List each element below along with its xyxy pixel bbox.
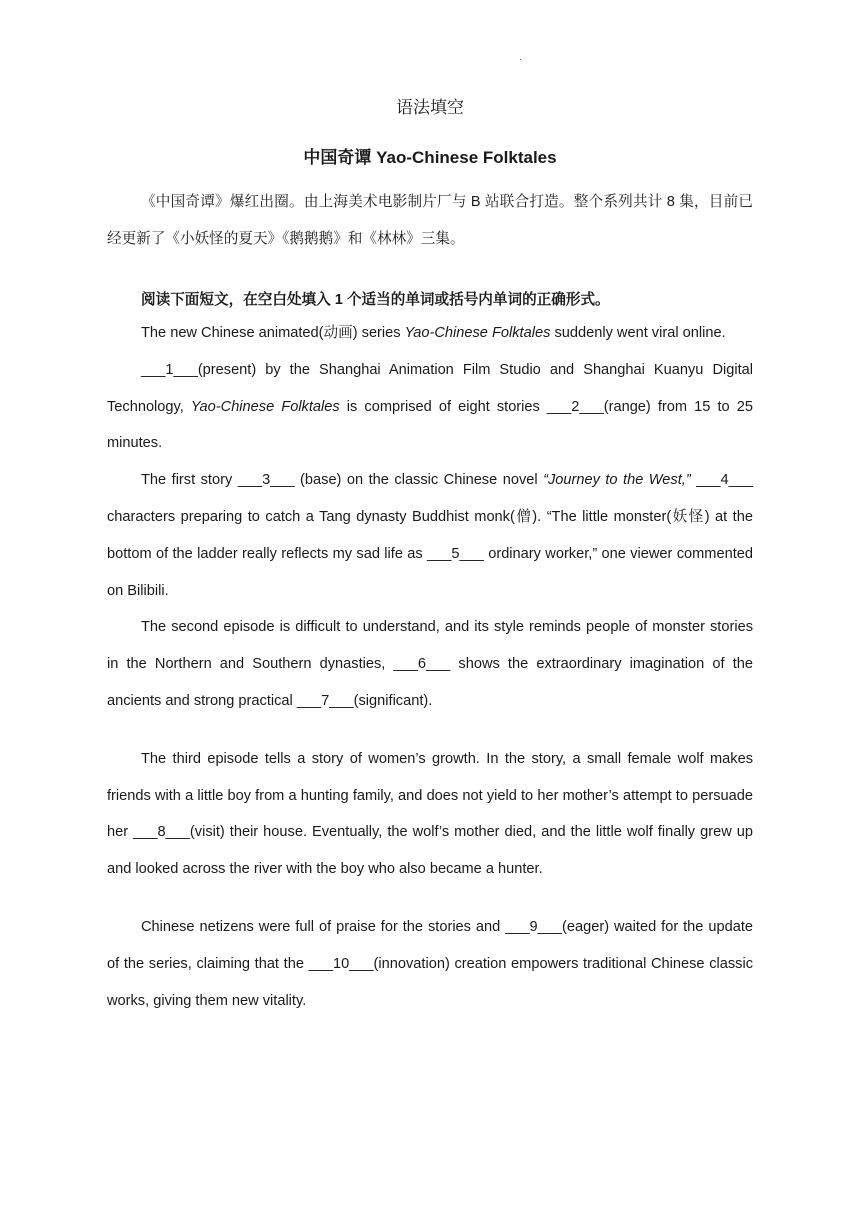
passage-body — [107, 315, 753, 1019]
p1-text-c: suddenly went viral online. — [550, 325, 726, 341]
passage-paragraph-5: The third episode tells a story of women’s growth. In the story, a small female wolf makes friends with a little boy from a hunting family, and does not yield to her mother’s attempt to persuade her ___8___(visit) their house. Eventually, the wolf’s mother died, and the little wolf finally grew up and looked across the river with the boy who also became a hunter. — [107, 750, 753, 878]
p2-series-title: Yao-Chinese Folktales — [190, 398, 340, 415]
passage-paragraph-2 — [107, 352, 753, 462]
intro-section — [107, 184, 753, 257]
p2-text-b: is comprised of eight stories ___2___(range) from 15 to 25 minutes. — [107, 398, 753, 452]
p2-text-a: ___1___(present) by the Shanghai Animation Film Studio and Shanghai Kuanyu Digital Technology, — [107, 361, 753, 415]
p1-text-b: ) series — [352, 325, 405, 341]
p1-chinese-gloss: 动画 — [323, 324, 353, 341]
page-title: 语法填空 — [396, 98, 464, 117]
passage-subtitle: 中国奇谭 Yao-Chinese Folktales — [303, 148, 557, 167]
passage-paragraph-6: Chinese netizens were full of praise for the stories and ___9___(eager) waited for the update of the series, claiming that the ___10___(innovation) creation empowers traditional Chinese classic works, giving them new vitality. — [107, 918, 753, 1009]
p3-text-a: The first story ___3___ (base) on the classic Chinese novel — [141, 472, 544, 489]
passage-paragraph-4: The second episode is difficult to understand, and its style reminds people of monster stories in the Northern and Southern dynasties, ___6___ shows the extraordinary imagination of the ancients and strong practical ___7___(significant). — [107, 619, 753, 709]
p3-novel-title: “Journey to the West,” — [543, 472, 691, 489]
header-dot: . — [519, 52, 522, 63]
instruction-text: 阅读下面短文，在空白处填入 1 个适当的单词或括号内单词的正确形式。 — [141, 292, 610, 308]
passage-paragraph-3 — [107, 462, 753, 609]
p3-text-b: ___4___ characters preparing to catch a Tang dynasty Buddhist monk( — [107, 472, 754, 525]
intro-paragraph: 《中国奇谭》爆红出圈。由上海美术电影制片厂与 B 站联合打造。整个系列共计 8 集，目前已经更新了《小妖怪的夏天》《鹅鹅鹅》和《林林》三集。 — [107, 194, 753, 247]
passage-paragraph-1 — [107, 315, 753, 352]
p3-chinese-gloss-monster: 妖怪 — [671, 507, 705, 525]
p3-text-d: ) at the bottom of the ladder really reflects my sad life as ___5___ ordinary worker,” one viewer commented on Bilibili. — [107, 508, 753, 599]
p1-text-a: The new Chinese animated( — [141, 325, 324, 341]
p3-chinese-gloss-monk: 僧 — [514, 507, 533, 525]
p1-series-title: Yao-Chinese Folktales — [404, 325, 551, 341]
p3-text-c: ). “The little monster( — [532, 508, 672, 525]
